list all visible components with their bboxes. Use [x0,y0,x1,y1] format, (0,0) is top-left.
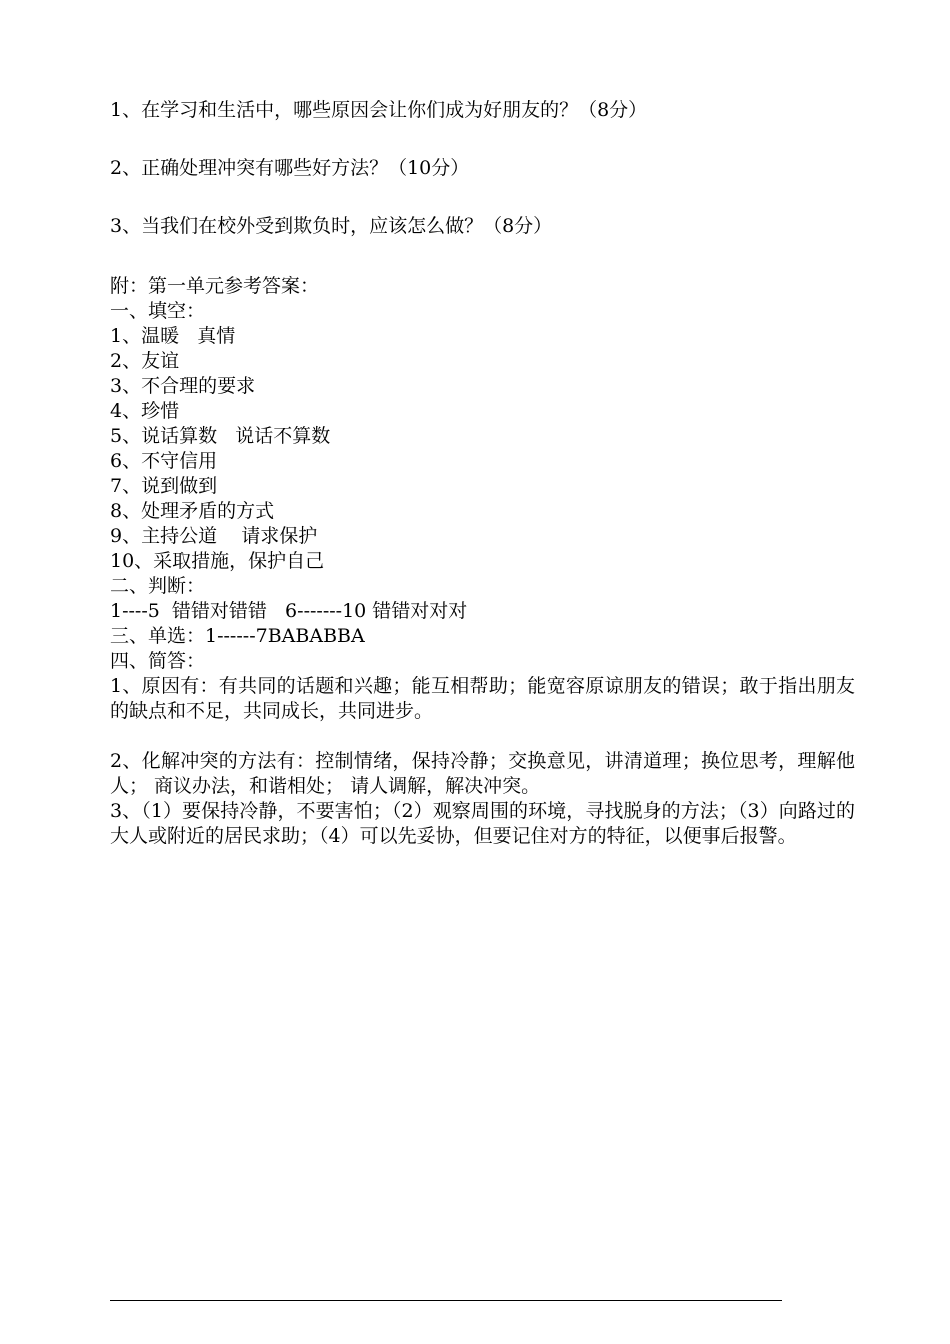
questions-section [110,96,870,270]
fill-section-title: 一、填空： [110,300,206,322]
fill-answer-5: 5、说话算数 说话不算数 [110,425,331,447]
question-3: 3、当我们在校外受到欺负时，应该怎么做？（8分） [110,215,553,237]
fill-answer-8: 8、处理矛盾的方式 [110,500,275,522]
fill-answer-2: 2、友谊 [110,350,180,372]
footer-divider [110,1300,782,1301]
judge-section-title: 二、判断： [110,575,206,597]
paragraph-gap [110,724,855,749]
short-answer-section-title: 四、简答： [110,650,206,672]
answer-key-section [110,274,855,849]
fill-answer-4: 4、珍惜 [110,400,180,422]
fill-answer-7: 7、说到做到 [110,475,218,497]
short-answer-1: 1、原因有：有共同的话题和兴趣；能互相帮助；能宽容原谅朋友的错误；敢于指出朋友的缺点和不足，共同成长，共同进步。 [110,675,855,722]
question-1: 1、在学习和生活中，哪些原因会让你们成为好朋友的？（8分） [110,99,648,121]
judge-answers: 1----5 错错对错错 6-------10 错错对对对 [110,600,468,622]
answer-key-heading: 附：第一单元参考答案： [110,275,320,297]
fill-answer-10: 10、采取措施，保护自己 [110,550,325,572]
short-answer-2: 2、化解冲突的方法有：控制情绪，保持冷静；交换意见，讲清道理；换位思考，理解他人； 商议办法，和谐相处； 请人调解，解决冲突。 [110,750,855,797]
fill-answer-3: 3、不合理的要求 [110,375,256,397]
fill-answer-1: 1、温暖 真情 [110,325,236,347]
short-answer-3: 3、（1）要保持冷静，不要害怕；（2）观察周围的环境，寻找脱身的方法；（3）向路过的大人或附近的居民求助；（4）可以先妥协，但要记住对方的特征，以便事后报警。 [110,800,855,847]
single-choice-answers: 三、单选：1------7BABABBA [110,625,365,647]
fill-answer-6: 6、不守信用 [110,450,218,472]
question-2: 2、正确处理冲突有哪些好方法？（10分） [110,157,470,179]
fill-answer-9: 9、主持公道 请求保护 [110,525,318,547]
